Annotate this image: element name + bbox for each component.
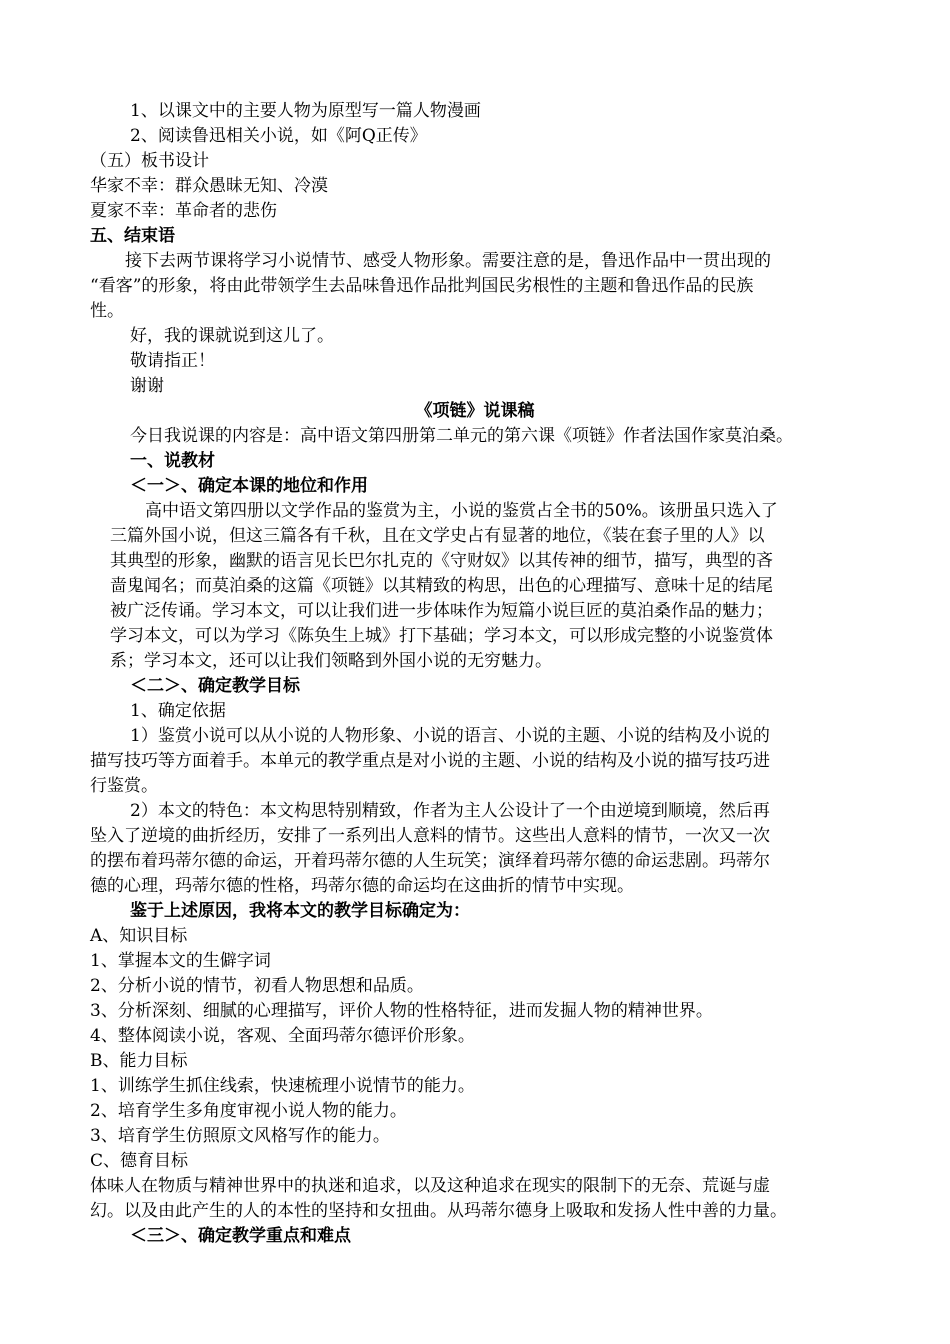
section-heading-textbook: 一、说教材 (130, 451, 215, 471)
goals-lead: 鉴于上述原因，我将本文的教学目标确定为： (130, 901, 470, 921)
goal-item: 4、整体阅读小说，客观、全面玛蒂尔德评价形象。 (90, 1026, 475, 1046)
homework-item-2: 2、阅读鲁迅相关小说，如《阿Q正传》 (130, 126, 427, 146)
conclusion-paragraph-line: 接下去两节课将学习小说情节、感受人物形象。需要注意的是，鲁迅作品中一贯出现的 (125, 251, 771, 271)
ability-goals-heading: B、能力目标 (90, 1051, 188, 1071)
feature-paragraph-line: 的摆布着玛蒂尔德的命运，开着玛蒂尔德的人生玩笑；演绎着玛蒂尔德的命运悲剧。玛蒂尔 (90, 851, 770, 871)
basis-paragraph-line: 1）鉴赏小说可以从小说的人物形象、小说的语言、小说的主题、小说的结构及小说的 (130, 726, 770, 746)
subsection-heading-keypoints: ＜三＞、确定教学重点和难点 (130, 1226, 351, 1246)
subsection-heading-goals: ＜二＞、确定教学目标 (130, 676, 300, 696)
goal-item: 2、培育学生多角度审视小说人物的能力。 (90, 1101, 407, 1121)
conclusion-paragraph-line: “看客”的形象，将由此带领学生去品味鲁迅作品批判国民劣根性的主题和鲁迅作品的民族 (90, 276, 754, 296)
feature-paragraph-line: 德的心理，玛蒂尔德的性格，玛蒂尔德的命运均在这曲折的情节中实现。 (90, 876, 634, 896)
moral-goals-heading: C、德育目标 (90, 1151, 189, 1171)
closing-line: 谢谢 (130, 376, 164, 396)
position-paragraph-line: 被广泛传诵。学习本文，可以让我们进一步体味作为短篇小说巨匠的莫泊桑作品的魅力； (110, 601, 773, 621)
goal-item: 1、训练学生抓住线索，快速梳理小说情节的能力。 (90, 1076, 475, 1096)
document-title: 《项链》说课稿 (415, 401, 535, 421)
goal-item: 3、分析深刻、细腻的心理描写，评价人物的性格特征，进而发掘人物的精神世界。 (90, 1001, 713, 1021)
conclusion-paragraph-line: 性。 (90, 301, 124, 321)
board-line-hua: 华家不幸：群众愚昧无知、冷漠 (90, 176, 328, 196)
moral-goal-line: 体味人在物质与精神世界中的执迷和追求，以及这种追求在现实的限制下的无奈、荒诞与虚 (90, 1176, 770, 1196)
board-line-xia: 夏家不幸：革命者的悲伤 (90, 201, 277, 221)
goal-item: 2、分析小说的情节，初看人物思想和品质。 (90, 976, 424, 996)
position-paragraph-line: 三篇外国小说，但这三篇各有千秋，且在文学史占有显著的地位，《装在套子里的人》以 (110, 526, 765, 546)
intro-line: 今日我说课的内容是：高中语文第四册第二单元的第六课《项链》作者法国作家莫泊桑。 (130, 426, 793, 446)
feature-paragraph-line: 2）本文的特色：本文构思特别精致，作者为主人公设计了一个由逆境到顺境，然后再 (130, 801, 770, 821)
position-paragraph-line: 学习本文，可以为学习《陈奂生上城》打下基础；学习本文，可以形成完整的小说鉴赏体 (110, 626, 773, 646)
feature-paragraph-line: 坠入了逆境的曲折经历，安排了一系列出人意料的情节。这些出人意料的情节，一次又一次 (90, 826, 770, 846)
goal-item: 3、培育学生仿照原文风格写作的能力。 (90, 1126, 390, 1146)
position-paragraph-line: 高中语文第四册以文学作品的鉴赏为主，小说的鉴赏占全书的50%。该册虽只选入了 (145, 501, 778, 521)
position-paragraph-line: 其典型的形象，幽默的语言见长巴尔扎克的《守财奴》以其传神的细节，描写，典型的吝 (110, 551, 773, 571)
homework-item-1: 1、以课文中的主要人物为原型写一篇人物漫画 (130, 101, 481, 121)
basis-heading: 1、确定依据 (130, 701, 226, 721)
position-paragraph-line: 系；学习本文，还可以让我们领略到外国小说的无穷魅力。 (110, 651, 552, 671)
closing-line: 敬请指正！ (130, 351, 215, 371)
closing-line: 好，我的课就说到这儿了。 (130, 326, 334, 346)
section-heading-conclusion: 五、结束语 (90, 226, 175, 246)
moral-goal-line: 幻。以及由此产生的人的本性的坚持和女扭曲。从玛蒂尔德身上吸取和发扬人性中善的力量。 (90, 1201, 787, 1221)
basis-paragraph-line: 描写技巧等方面着手。本单元的教学重点是对小说的主题、小说的结构及小说的描写技巧进 (90, 751, 770, 771)
knowledge-goals-heading: A、知识目标 (90, 926, 188, 946)
position-paragraph-line: 啬鬼闻名；而莫泊桑的这篇《项链》以其精致的构思，出色的心理描写、意味十足的结尾 (110, 576, 773, 596)
board-design-heading: （五）板书设计 (90, 151, 209, 171)
basis-paragraph-line: 行鉴赏。 (90, 776, 158, 796)
goal-item: 1、掌握本文的生僻字词 (90, 951, 271, 971)
subsection-heading-position: ＜一＞、确定本课的地位和作用 (130, 476, 368, 496)
